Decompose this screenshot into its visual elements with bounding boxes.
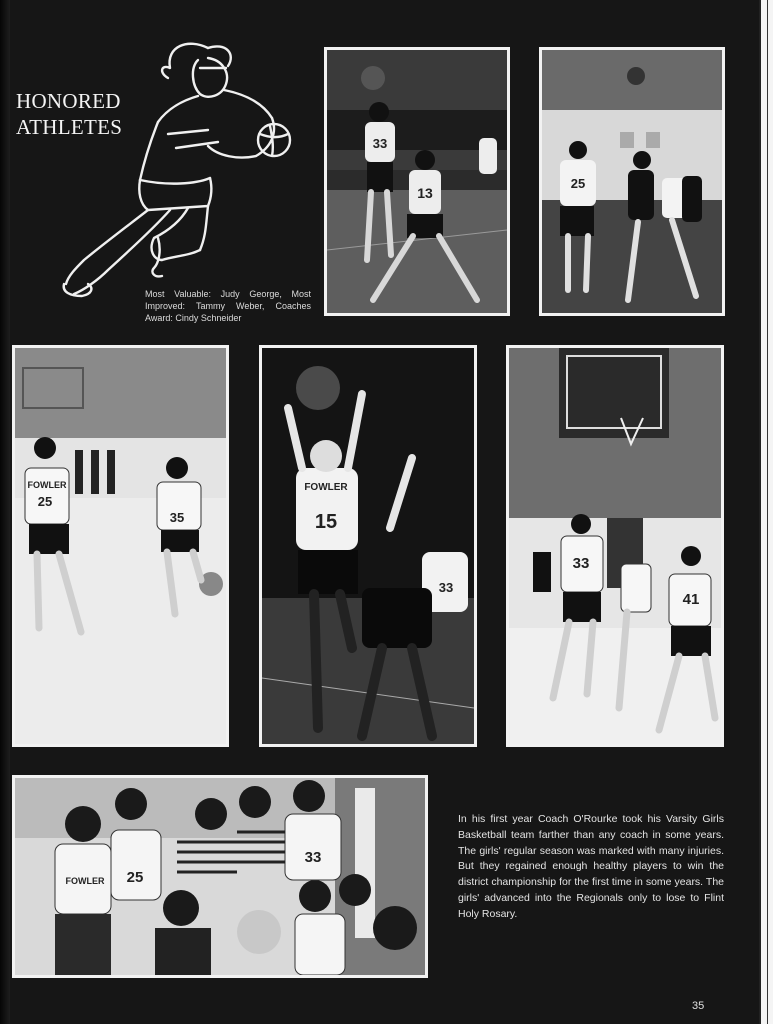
player-sketch-illustration [58, 38, 298, 300]
photo-rebound [539, 47, 725, 316]
photo-jump-shot [324, 47, 510, 316]
awards-caption: Most Valuable: Judy George, Most Improved: Tammy Weber, Coaches Award: Cindy Schneider [145, 289, 311, 323]
heading-line-2: ATHLETES [16, 115, 123, 139]
jersey-number: 33 [572, 555, 590, 572]
photo-team-huddle [12, 775, 428, 978]
jersey-number: 33 [304, 849, 322, 866]
jersey-number: 25 [570, 176, 586, 191]
jersey-number: 41 [682, 591, 700, 608]
jersey-number: 25 [126, 869, 144, 886]
photo-free-throw-lineup [506, 345, 724, 747]
jersey-text: FOWLER [27, 480, 67, 490]
jersey-text: FOWLER [304, 482, 348, 493]
jersey-number: 33 [438, 580, 454, 595]
page-binding-shadow [0, 0, 10, 1024]
jersey-number: 33 [372, 136, 388, 151]
jersey-number: 25 [37, 494, 53, 509]
jersey-number: 15 [314, 511, 338, 533]
jersey-text: FOWLER [65, 876, 105, 886]
photo-shot-over-defender [259, 345, 477, 747]
jersey-number: 35 [169, 510, 185, 525]
page-number: 35 [692, 1000, 705, 1012]
article-body: In his first year Coach O'Rourke took his Varsity Girls Basketball team farther than any coach in some years. The girls' regular season was marked with many injuries. But they regained enough healthy players to win the district championship for the first time in some years. The girls' advanced into the Regionals only to lose to Flint Holy Rosary. [458, 813, 724, 920]
page-edge [759, 0, 773, 1024]
page-heading [16, 88, 122, 140]
heading-line-1: HONORED [16, 89, 121, 113]
photo-dribble [12, 345, 229, 747]
jersey-number: 13 [417, 185, 433, 201]
